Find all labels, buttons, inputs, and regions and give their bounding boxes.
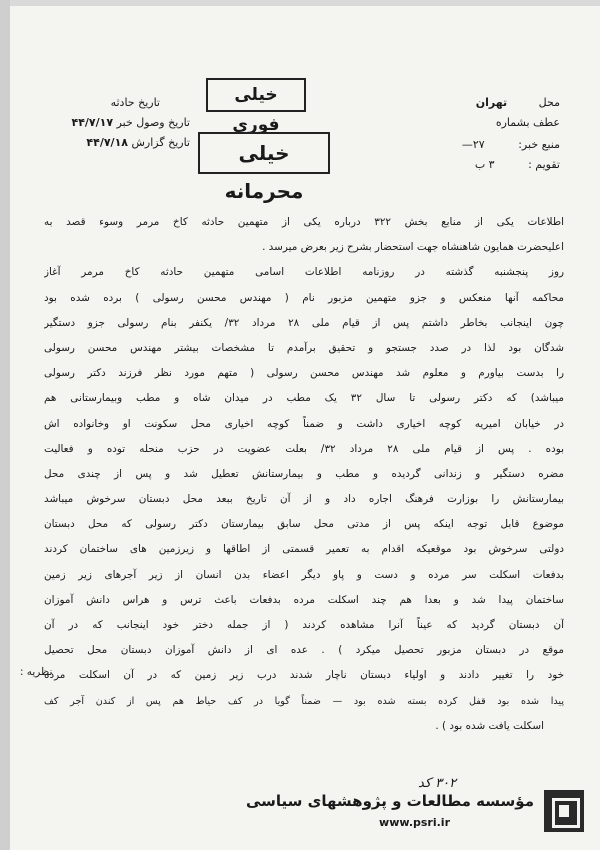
institute-url: www.psri.ir bbox=[379, 816, 450, 829]
place-value: تهران bbox=[475, 96, 508, 109]
body-line: موقع در دبستان مزبور تحصیل میکرد ) . عده ای از دانش آموزان دبستان محل تحصیل bbox=[44, 644, 564, 657]
body-line bbox=[44, 663, 564, 688]
body-line: بدفعات اسکلت سر مرده و دست و پاو دیگر اعضاء بدن انسان از زیر آجرهای زیر زمین bbox=[44, 568, 564, 581]
incident-date-field bbox=[40, 96, 160, 109]
source-value: ۲۷— bbox=[461, 138, 485, 151]
handwritten-mark: ۳۰۲ کد bbox=[418, 776, 457, 791]
source-label: منبع خبر: bbox=[518, 138, 560, 151]
body-line-text: خود را تغییر دادند و اولیاء دبستان ناچار شدند درب زیر زمین که در آن اسکلت مرده bbox=[44, 669, 564, 682]
body-line: ساختمان پیدا شد و بعدا هم چند اسکلت مرده بدفعات باعث ترس و هراس دانش آموزان bbox=[44, 593, 564, 606]
body-line: اسکلت یافت شده بود ) . bbox=[435, 719, 544, 732]
institute-name: مؤسسه مطالعات و پژوهشهای سیاسی bbox=[245, 792, 534, 810]
incident-date-label: تاریخ حادثه bbox=[110, 96, 160, 109]
receipt-date-label: تاریخ وصول خبر bbox=[116, 116, 190, 129]
rating-label: تقویم : bbox=[528, 158, 560, 171]
body-line: دولتی سرخوش بود موقعیکه اقدام به تعمیر قسمتی از اطاقها و زیرزمین های ساختمان کردند bbox=[44, 543, 564, 556]
report-date-value: ۴۴/۷/۱۸ bbox=[86, 136, 128, 149]
ref-field bbox=[496, 116, 560, 129]
body-line: پیدا شده بود قفل کرده بسته شده بود — ضمناً گویا در کف حیاط هم پس از کندن آجر کف bbox=[44, 695, 564, 707]
body-line: شدگان بود لذا در صدد جستجو و تحقیق برآمدم تا مشخصات بیشتر مهندس محسن رسولی bbox=[44, 341, 564, 354]
place-field bbox=[476, 96, 560, 109]
body-line: روز پنجشنبه گذشته در روزنامه اطلاعات اسامی متهمین حادثه کاخ مرمر آغاز bbox=[44, 266, 564, 279]
source-field bbox=[462, 138, 560, 151]
body-line: اعلیحضرت همایون شاهنشاه جهت استحضار بشرح زیر بعرض میرسد . bbox=[262, 241, 564, 254]
body-line: در خیابان امیریه کوچه اخیاری داشت و ضمناً کوچه اخیاری محل سکونت او وخانواده اش bbox=[44, 417, 564, 430]
place-label: محل bbox=[538, 96, 560, 109]
body-line: چون اینجانب بخاطر داشتم پس از قیام ملی ۲۸ مرداد ۳۲/ یکنفر بنام رسولی جزو دستگیر bbox=[44, 316, 564, 329]
rating-field bbox=[475, 158, 560, 171]
body-line: آن دبستان گردید که عیناً آنرا مشاهده کردند ( از جمله دختر خود اینجانب که در آن bbox=[44, 619, 564, 631]
classification-stamp: خیلی محرمانه bbox=[198, 132, 330, 174]
rating-value: ۳ ب bbox=[474, 158, 495, 171]
report-date-label: تاریخ گزارش bbox=[131, 136, 190, 149]
body-line: بوده . پس از قیام ملی ۲۸ مرداد ۳۲/ بعلت عضویت در حزب منحله توده و فعالیت bbox=[44, 442, 564, 455]
ref-label: عطف بشماره bbox=[495, 116, 560, 129]
body-line: میباشد) که دکتر رسولی تا سال ۳۲ یک مطب در میدان شاه و مطب وبیمارستانی هم bbox=[44, 392, 564, 405]
receipt-date-field bbox=[40, 116, 190, 129]
body-line: موضوع قابل توجه اینکه پس از مدتی محل سابق بیمارستان دکتر رسولی که محل دبستان bbox=[44, 518, 564, 531]
body-line: محاکمه آنها منعکس و جزو متهمین مزبور نام ( مهندس محسن رسولی ) برده شده بود bbox=[44, 291, 564, 304]
opinion-label: نظریه : bbox=[20, 666, 53, 678]
body-line: را بدست بیاورم و معلوم شد مهندس محسن رسولی ( متهم مورد نظر فرزند دکتر رسولی bbox=[44, 367, 564, 380]
urgency-stamp: خیلی فوری bbox=[206, 78, 306, 112]
institute-logo-icon bbox=[544, 790, 584, 832]
body-line: اطلاعات یکی از منابع بخش ۳۲۲ درباره یکی از متهمین حادثه کاخ مرمر وسوء قصد به bbox=[44, 216, 564, 228]
institute-watermark bbox=[245, 788, 590, 840]
body-line: بیمارستانش را بوزارت فرهنگ اجاره داد و از آن تاریخ ببعد محل دبستان سرخوش میباشد bbox=[44, 493, 564, 506]
body-line: مضره دستگیر و زندانی گردیده و مطب و بیمارستانش تعطیل شد و پس از چندی محل bbox=[44, 467, 564, 480]
report-body bbox=[44, 210, 564, 739]
receipt-date-value: ۴۴/۷/۱۷ bbox=[71, 116, 114, 129]
report-date-field bbox=[40, 136, 190, 149]
scan-gutter bbox=[0, 0, 10, 850]
